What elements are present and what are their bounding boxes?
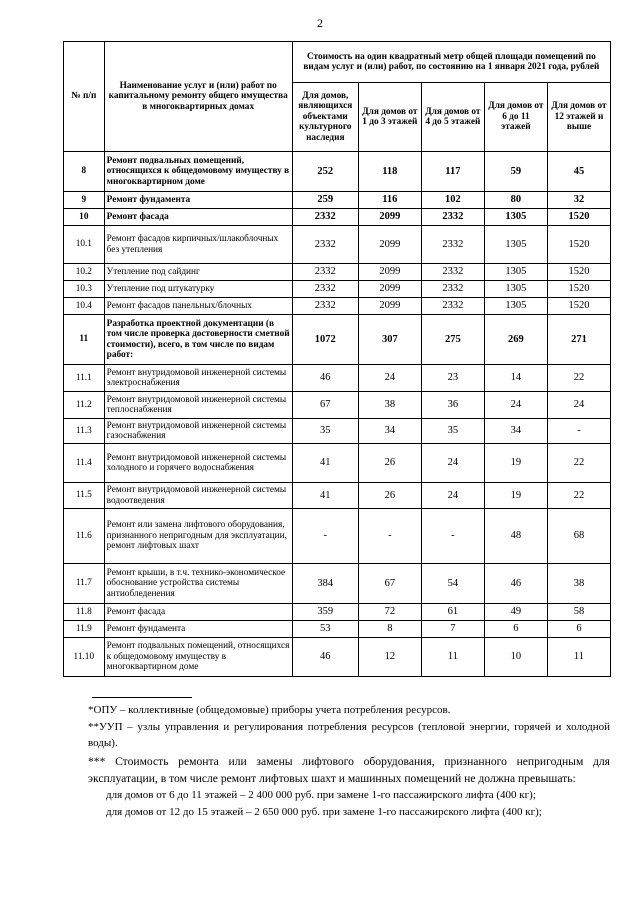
footnote-uup: **УУП – узлы управления и регулирования потребления ресурсов (тепловой энергии, горячей и холодной воды). xyxy=(88,720,610,749)
row-cost-value: 24 xyxy=(421,444,484,483)
row-cost-value: 2099 xyxy=(358,281,421,298)
row-cost-value: 252 xyxy=(292,152,358,192)
row-cost-value: 1305 xyxy=(484,298,547,315)
row-cost-value: 1305 xyxy=(484,226,547,264)
row-cost-value: 2332 xyxy=(292,226,358,264)
row-cost-value: 7 xyxy=(421,621,484,638)
row-cost-value: - xyxy=(547,419,610,444)
header-floors-6-11: Для домов от 6 до 11 этажей xyxy=(484,83,547,152)
table-row xyxy=(64,152,611,192)
header-floors-12-plus: Для домов от 12 этажей и выше xyxy=(547,83,610,152)
row-cost-value: 2332 xyxy=(292,298,358,315)
row-cost-value: 10 xyxy=(484,638,547,677)
row-cost-value: 259 xyxy=(292,192,358,209)
table-row xyxy=(64,509,611,564)
row-cost-value: 1305 xyxy=(484,281,547,298)
row-cost-value: 2099 xyxy=(358,298,421,315)
table-row xyxy=(64,604,611,621)
row-service-name: Ремонт крыши, в т.ч. технико-экономическое обоснование устройства системы антиобледенения xyxy=(104,564,292,604)
row-cost-value: 8 xyxy=(358,621,421,638)
table-body xyxy=(64,152,611,677)
row-cost-value: 2099 xyxy=(358,226,421,264)
table-row xyxy=(64,281,611,298)
row-cost-value: 359 xyxy=(292,604,358,621)
row-cost-value: 1520 xyxy=(547,209,610,226)
row-cost-value: 1520 xyxy=(547,264,610,281)
row-cost-value: 49 xyxy=(484,604,547,621)
row-service-name: Ремонт фасадов панельных/блочных xyxy=(104,298,292,315)
row-service-name: Ремонт внутридомовой инженерной системы теплоснабжения xyxy=(104,392,292,419)
row-service-name: Утепление под сайдинг xyxy=(104,264,292,281)
table-row xyxy=(64,483,611,509)
row-cost-value: 2099 xyxy=(358,209,421,226)
cost-table xyxy=(63,41,611,677)
row-cost-value: 11 xyxy=(421,638,484,677)
row-cost-value: 116 xyxy=(358,192,421,209)
row-cost-value: 14 xyxy=(484,365,547,392)
row-cost-value: 46 xyxy=(484,564,547,604)
row-number: 10.3 xyxy=(64,281,105,298)
row-service-name: Ремонт подвальных помещений, относящихся к общедомовому имуществу в многоквартирном доме xyxy=(104,638,292,677)
table-row xyxy=(64,564,611,604)
row-number: 11.6 xyxy=(64,509,105,564)
table-row xyxy=(64,392,611,419)
row-cost-value: 68 xyxy=(547,509,610,564)
row-service-name: Ремонт фасадов кирпичных/шлакоблочных без утепления xyxy=(104,226,292,264)
row-service-name: Ремонт внутридомовой инженерной системы газоснабжения xyxy=(104,419,292,444)
row-number: 11.4 xyxy=(64,444,105,483)
table-row xyxy=(64,365,611,392)
row-service-name: Ремонт фундамента xyxy=(104,621,292,638)
row-cost-value: 38 xyxy=(547,564,610,604)
row-cost-value: 2332 xyxy=(421,264,484,281)
row-cost-value: 59 xyxy=(484,152,547,192)
row-cost-value: 275 xyxy=(421,315,484,365)
row-number: 11.1 xyxy=(64,365,105,392)
row-cost-value: 24 xyxy=(358,365,421,392)
row-cost-value: 45 xyxy=(547,152,610,192)
header-heritage: Для домов, являющихся объектами культурного наследия xyxy=(292,83,358,152)
row-cost-value: 26 xyxy=(358,483,421,509)
row-cost-value: 72 xyxy=(358,604,421,621)
row-cost-value: 46 xyxy=(292,365,358,392)
table-row xyxy=(64,192,611,209)
row-cost-value: 6 xyxy=(484,621,547,638)
row-number: 9 xyxy=(64,192,105,209)
row-cost-value: 2332 xyxy=(421,281,484,298)
row-cost-value: 1072 xyxy=(292,315,358,365)
row-cost-value: 1520 xyxy=(547,226,610,264)
row-number: 11.3 xyxy=(64,419,105,444)
row-cost-value: 2332 xyxy=(421,298,484,315)
row-number: 11.9 xyxy=(64,621,105,638)
row-service-name: Ремонт подвальных помещений, относящихся к общедомовому имуществу в многоквартирном доме xyxy=(104,152,292,192)
row-cost-value: 384 xyxy=(292,564,358,604)
row-cost-value: 41 xyxy=(292,483,358,509)
row-cost-value: 46 xyxy=(292,638,358,677)
row-cost-value: 67 xyxy=(358,564,421,604)
row-cost-value: 22 xyxy=(547,444,610,483)
row-cost-value: 80 xyxy=(484,192,547,209)
header-floors-4-5: Для домов от 4 до 5 этажей xyxy=(421,83,484,152)
row-service-name: Ремонт фасада xyxy=(104,604,292,621)
row-service-name: Ремонт фасада xyxy=(104,209,292,226)
row-number: 11.10 xyxy=(64,638,105,677)
row-number: 11 xyxy=(64,315,105,365)
row-service-name: Разработка проектной документации (в том числе проверка достоверности сметной стоимости), всего, в том числе по видам работ: xyxy=(104,315,292,365)
row-cost-value: 41 xyxy=(292,444,358,483)
header-floors-1-3: Для домов от 1 до 3 этажей xyxy=(358,83,421,152)
table-row xyxy=(64,298,611,315)
row-cost-value: 2332 xyxy=(292,264,358,281)
row-cost-value: 36 xyxy=(421,392,484,419)
row-service-name: Утепление под штукатурку xyxy=(104,281,292,298)
table-row xyxy=(64,226,611,264)
table-row xyxy=(64,444,611,483)
footnote-lift-12-15: для домов от 12 до 15 этажей – 2 650 000 руб. при замене 1-го пассажирского лифта (400 кг); xyxy=(106,806,542,819)
table-row xyxy=(64,209,611,226)
footnote-opu: *ОПУ – коллективные (общедомовые) приборы учета потребления ресурсов. xyxy=(88,704,451,716)
header-name: Наименование услуг и (или) работ по капитальному ремонту общего имущества в многоквартирных домах xyxy=(104,42,292,152)
row-cost-value: 118 xyxy=(358,152,421,192)
row-cost-value: 19 xyxy=(484,444,547,483)
row-number: 10.4 xyxy=(64,298,105,315)
row-cost-value: 1520 xyxy=(547,298,610,315)
page-number: 2 xyxy=(317,16,323,30)
row-cost-value: - xyxy=(292,509,358,564)
row-cost-value: 12 xyxy=(358,638,421,677)
row-cost-value: - xyxy=(358,509,421,564)
row-cost-value: 26 xyxy=(358,444,421,483)
row-cost-value: 19 xyxy=(484,483,547,509)
row-cost-value: 38 xyxy=(358,392,421,419)
row-service-name: Ремонт внутридомовой инженерной системы холодного и горячего водоснабжения xyxy=(104,444,292,483)
row-cost-value: 24 xyxy=(484,392,547,419)
row-cost-value: 53 xyxy=(292,621,358,638)
row-cost-value: 32 xyxy=(547,192,610,209)
row-cost-value: 102 xyxy=(421,192,484,209)
row-cost-value: 1305 xyxy=(484,264,547,281)
row-cost-value: 2332 xyxy=(421,226,484,264)
row-number: 10.2 xyxy=(64,264,105,281)
table-row xyxy=(64,315,611,365)
row-cost-value: 48 xyxy=(484,509,547,564)
table-row xyxy=(64,638,611,677)
row-cost-value: 58 xyxy=(547,604,610,621)
row-number: 10 xyxy=(64,209,105,226)
footnotes xyxy=(88,703,610,822)
row-cost-value: 2332 xyxy=(292,281,358,298)
row-cost-value: 271 xyxy=(547,315,610,365)
row-service-name: Ремонт фундамента xyxy=(104,192,292,209)
row-cost-value: 22 xyxy=(547,365,610,392)
footnote-lift-cost: *** Стоимость ремонта или замены лифтового оборудования, признанного непригодным для эксплуатации, в том числе ремонт лифтовых шахт и машинных помещений не должна превышать: xyxy=(88,754,610,785)
row-number: 11.8 xyxy=(64,604,105,621)
table-row xyxy=(64,264,611,281)
header-cost-title: Стоимость на один квадратный метр общей площади помещений по видам услуг и (или) работ, по состоянию на 1 января 2021 года, рублей xyxy=(292,42,610,83)
row-number: 10.1 xyxy=(64,226,105,264)
row-cost-value: 24 xyxy=(547,392,610,419)
row-service-name: Ремонт или замена лифтового оборудования, признанного непригодным для эксплуатации, ремонт лифтовых шахт xyxy=(104,509,292,564)
row-cost-value: 54 xyxy=(421,564,484,604)
row-cost-value: 35 xyxy=(421,419,484,444)
row-cost-value: 35 xyxy=(292,419,358,444)
row-cost-value: 2332 xyxy=(292,209,358,226)
row-number: 8 xyxy=(64,152,105,192)
row-cost-value: 61 xyxy=(421,604,484,621)
row-cost-value: 1305 xyxy=(484,209,547,226)
footnote-lift-6-11: для домов от 6 до 11 этажей – 2 400 000 руб. при замене 1-го пассажирского лифта (400 кг); xyxy=(106,789,536,802)
row-number: 11.7 xyxy=(64,564,105,604)
table-row xyxy=(64,621,611,638)
row-cost-value: 34 xyxy=(484,419,547,444)
row-cost-value: 34 xyxy=(358,419,421,444)
footnote-divider xyxy=(92,697,192,698)
row-cost-value: 22 xyxy=(547,483,610,509)
row-cost-value: 11 xyxy=(547,638,610,677)
row-number: 11.2 xyxy=(64,392,105,419)
row-cost-value: 117 xyxy=(421,152,484,192)
row-cost-value: 23 xyxy=(421,365,484,392)
row-cost-value: 269 xyxy=(484,315,547,365)
row-cost-value: 2332 xyxy=(421,209,484,226)
row-cost-value: 307 xyxy=(358,315,421,365)
row-service-name: Ремонт внутридомовой инженерной системы водоотведения xyxy=(104,483,292,509)
row-service-name: Ремонт внутридомовой инженерной системы электроснабжения xyxy=(104,365,292,392)
row-cost-value: 67 xyxy=(292,392,358,419)
row-cost-value: 6 xyxy=(547,621,610,638)
row-number: 11.5 xyxy=(64,483,105,509)
header-num: № п/п xyxy=(64,42,105,152)
table-row xyxy=(64,419,611,444)
row-cost-value: 24 xyxy=(421,483,484,509)
row-cost-value: 1520 xyxy=(547,281,610,298)
row-cost-value: 2099 xyxy=(358,264,421,281)
row-cost-value: - xyxy=(421,509,484,564)
